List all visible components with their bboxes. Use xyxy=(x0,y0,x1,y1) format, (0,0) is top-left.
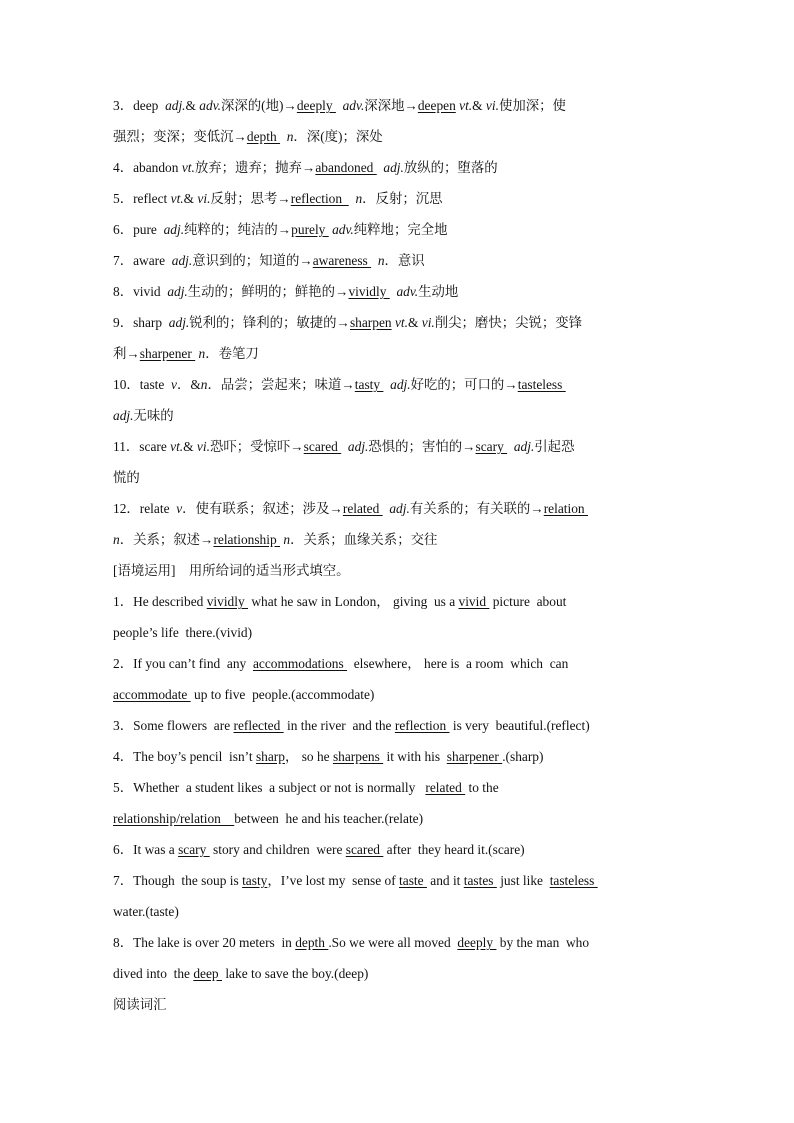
text-segment: & xyxy=(407,315,422,330)
part-of-speech: adj. xyxy=(163,222,185,237)
text-segment: 6．It was a xyxy=(113,842,179,857)
text-line xyxy=(113,431,693,462)
part-of-speech: adj. xyxy=(168,315,190,330)
part-of-speech: adj. xyxy=(390,377,411,392)
text-segment: just like xyxy=(496,873,550,888)
answer-blank: tasteless xyxy=(517,377,566,392)
text-segment: 7．Though the soup is xyxy=(113,873,243,888)
text-segment: ．使有联系；叙述；涉及→ xyxy=(182,501,343,516)
text-segment: 生动地 xyxy=(418,284,459,299)
part-of-speech: adv. xyxy=(199,98,221,113)
text-line xyxy=(113,834,693,865)
answer-blank: related xyxy=(342,501,383,516)
answer-blank: sharpener xyxy=(139,346,196,361)
text-line xyxy=(113,927,693,958)
text-line xyxy=(113,121,693,152)
part-of-speech: vi. xyxy=(196,439,210,454)
text-segment: 无味的 xyxy=(133,408,174,423)
text-line xyxy=(113,524,693,555)
part-of-speech: adv. xyxy=(396,284,419,299)
text-segment: 3．deep xyxy=(113,98,166,113)
text-segment: ．关系；叙述→ xyxy=(119,532,214,547)
answer-blank: tastes xyxy=(463,873,497,888)
text-segment: is very beautiful.(reflect) xyxy=(449,718,590,733)
text-line xyxy=(113,183,693,214)
answer-blank: vividly xyxy=(348,284,390,299)
text-segment: 纯粹的；纯洁的→ xyxy=(184,222,292,237)
part-of-speech: n xyxy=(200,377,208,392)
text-segment: story and children were xyxy=(209,842,346,857)
text-segment: ．卷笔刀 xyxy=(205,346,259,361)
answer-blank: scared xyxy=(345,842,384,857)
text-segment: ，I’ve lost my sense of xyxy=(267,873,400,888)
text-segment: 利→ xyxy=(113,346,140,361)
text-line xyxy=(113,989,693,1020)
answer-blank: awareness xyxy=(312,253,372,268)
part-of-speech: vt. xyxy=(170,191,184,206)
text-segment: 好吃的；可口的→ xyxy=(410,377,518,392)
answer-blank: tasteless xyxy=(549,873,598,888)
answer-blank: vivid xyxy=(458,594,490,609)
answer-blank: depth xyxy=(246,129,281,144)
text-segment: to the xyxy=(465,780,499,795)
text-line xyxy=(113,462,693,493)
text-segment: 锐利的；锋利的；敏捷的→ xyxy=(189,315,350,330)
answer-blank: reflection xyxy=(394,718,450,733)
text-segment: & xyxy=(472,98,486,113)
answer-blank: abandoned xyxy=(315,160,377,175)
text-line xyxy=(113,493,693,524)
text-line xyxy=(113,369,693,400)
answer-blank: taste xyxy=(399,873,427,888)
text-segment: .(sharp) xyxy=(502,749,544,764)
part-of-speech: adj. xyxy=(113,408,134,423)
answer-blank: deeply xyxy=(457,935,497,950)
text-segment: 有关系的；有关联的→ xyxy=(409,501,544,516)
text-segment xyxy=(371,253,378,268)
text-segment: 深深地→ xyxy=(364,98,418,113)
text-line xyxy=(113,772,693,803)
text-segment: 8．The lake is over 20 meters in xyxy=(113,935,296,950)
text-segment: 4．abandon xyxy=(113,160,182,175)
document-page xyxy=(113,90,693,1020)
part-of-speech: vt. xyxy=(170,439,184,454)
text-segment: 恐吓；受惊吓→ xyxy=(209,439,304,454)
answer-blank: relationship xyxy=(213,532,281,547)
text-line xyxy=(113,152,693,183)
text-segment: 强烈；变深；变低沉→ xyxy=(113,129,247,144)
text-segment: 削尖；磨快；尖锐；变锋 xyxy=(434,315,583,330)
text-segment: 4．The boy’s pencil isn’t xyxy=(113,749,256,764)
answer-blank: reflected xyxy=(233,718,284,733)
text-segment: between he and his teacher.(relate) xyxy=(234,811,424,826)
part-of-speech: vi. xyxy=(421,315,435,330)
text-segment: picture about xyxy=(489,594,567,609)
text-line xyxy=(113,586,693,617)
text-segment: 反射；思考→ xyxy=(210,191,291,206)
part-of-speech: vt. xyxy=(394,315,408,330)
text-segment: 慌的 xyxy=(113,470,140,485)
text-segment: what he saw in London， giving us a xyxy=(248,594,459,609)
part-of-speech: n xyxy=(377,253,385,268)
text-segment: [语境运用] 用所给词的适当形式填空。 xyxy=(113,563,350,578)
text-segment: 恐惧的；害怕的→ xyxy=(368,439,476,454)
answer-blank: sharpens xyxy=(332,749,384,764)
text-segment xyxy=(280,129,287,144)
text-segment: 5．reflect xyxy=(113,191,171,206)
part-of-speech: vi. xyxy=(485,98,499,113)
text-segment: up to five people.(accommodate) xyxy=(190,687,375,702)
answer-blank: tasty xyxy=(242,873,268,888)
answer-blank: accommodate xyxy=(113,687,191,702)
text-segment: 8．vivid xyxy=(113,284,168,299)
answer-blank: scary xyxy=(178,842,210,857)
text-segment: 5．Whether a student likes a subject or not is normally xyxy=(113,780,426,795)
part-of-speech: n xyxy=(355,191,363,206)
text-line xyxy=(113,896,693,927)
part-of-speech: n xyxy=(286,129,294,144)
answer-blank: sharp xyxy=(255,749,285,764)
answer-blank: relation xyxy=(543,501,588,516)
text-segment: & xyxy=(183,191,198,206)
answer-blank: related xyxy=(425,780,466,795)
answer-blank: accommodations xyxy=(252,656,348,671)
text-segment: ．意识 xyxy=(384,253,425,268)
answer-blank: deepen xyxy=(417,98,456,113)
text-line xyxy=(113,400,693,431)
part-of-speech: vi. xyxy=(197,191,211,206)
text-segment: 生动的；鲜明的；鲜艳的→ xyxy=(187,284,349,299)
text-segment: ．& xyxy=(176,377,201,392)
text-line xyxy=(113,214,693,245)
text-segment xyxy=(341,439,348,454)
text-line xyxy=(113,555,693,586)
text-segment: in the river and the xyxy=(283,718,395,733)
text-line xyxy=(113,803,693,834)
answer-blank: sharpener xyxy=(446,749,503,764)
text-segment: 放弃；遗弃；抛弃→ xyxy=(194,160,316,175)
answer-blank: vividly xyxy=(206,594,248,609)
text-segment: 纯粹地；完全地 xyxy=(353,222,448,237)
text-segment: and it xyxy=(426,873,464,888)
answer-blank: purely xyxy=(291,222,329,237)
text-segment: after they heard it.(scare) xyxy=(383,842,525,857)
text-segment: 12．relate xyxy=(113,501,177,516)
answer-blank: relationship/relation xyxy=(113,811,235,826)
text-segment: 深深的(地)→ xyxy=(220,98,297,113)
text-segment xyxy=(507,439,514,454)
text-line xyxy=(113,307,693,338)
text-line xyxy=(113,958,693,989)
answer-blank: depth xyxy=(295,935,329,950)
answer-blank: deeply xyxy=(296,98,336,113)
text-segment: dived into the xyxy=(113,966,194,981)
text-segment: 9．sharp xyxy=(113,315,169,330)
text-segment: & xyxy=(185,98,200,113)
text-segment: ．品尝；尝起来；味道→ xyxy=(207,377,355,392)
text-line xyxy=(113,710,693,741)
text-segment: people’s life there.(vivid) xyxy=(113,625,253,640)
text-segment: lake to save the boy.(deep) xyxy=(221,966,369,981)
part-of-speech: vt. xyxy=(459,98,473,113)
text-line xyxy=(113,741,693,772)
part-of-speech: n xyxy=(198,346,206,361)
part-of-speech: adj. xyxy=(389,501,410,516)
part-of-speech: adj. xyxy=(171,253,193,268)
answer-blank: scared xyxy=(303,439,342,454)
part-of-speech: adv. xyxy=(332,222,354,237)
answer-blank: scary xyxy=(475,439,508,454)
part-of-speech: adj. xyxy=(347,439,369,454)
text-line xyxy=(113,90,693,121)
text-segment: ．深(度)；深处 xyxy=(293,129,383,144)
text-line xyxy=(113,276,693,307)
part-of-speech: adv. xyxy=(342,98,365,113)
text-line xyxy=(113,865,693,896)
text-segment: 7．aware xyxy=(113,253,172,268)
text-segment xyxy=(336,98,343,113)
text-segment: by the man who xyxy=(496,935,590,950)
part-of-speech: adj. xyxy=(383,160,404,175)
text-line xyxy=(113,338,693,369)
answer-blank: deep xyxy=(193,966,222,981)
text-segment: & xyxy=(183,439,197,454)
text-segment: .So we were all moved xyxy=(328,935,458,950)
part-of-speech: vt. xyxy=(181,160,195,175)
text-segment: 1．He described xyxy=(113,594,207,609)
text-segment: 2．If you can’t find any xyxy=(113,656,253,671)
text-segment: 放纵的；堕落的 xyxy=(403,160,498,175)
answer-blank: reflection xyxy=(290,191,349,206)
text-segment: 11．scare xyxy=(113,439,171,454)
text-line xyxy=(113,679,693,710)
text-segment: elsewhere， here is a room which can xyxy=(347,656,569,671)
part-of-speech: adj. xyxy=(165,98,186,113)
answer-blank: tasty xyxy=(354,377,384,392)
text-line xyxy=(113,617,693,648)
text-line xyxy=(113,648,693,679)
text-segment: 3．Some flowers are xyxy=(113,718,234,733)
text-segment: ， so he xyxy=(284,749,333,764)
text-segment: 阅读词汇 xyxy=(113,997,167,1012)
part-of-speech: v xyxy=(171,377,177,392)
part-of-speech: adj. xyxy=(513,439,535,454)
text-segment: ．关系；血缘关系；交往 xyxy=(290,532,438,547)
text-segment: 6．pure xyxy=(113,222,164,237)
part-of-speech: v xyxy=(176,501,183,516)
part-of-speech: n xyxy=(113,532,120,547)
text-segment: water.(taste) xyxy=(113,904,179,919)
part-of-speech: n xyxy=(283,532,291,547)
text-segment: 使加深；使 xyxy=(498,98,566,113)
text-segment: 10．taste xyxy=(113,377,172,392)
text-line xyxy=(113,245,693,276)
text-segment: it with his xyxy=(383,749,447,764)
text-segment: 意识到的；知道的→ xyxy=(192,253,313,268)
text-segment: ．反射；沉思 xyxy=(362,191,443,206)
part-of-speech: adj. xyxy=(167,284,188,299)
text-segment: 引起恐 xyxy=(534,439,575,454)
answer-blank: sharpen xyxy=(349,315,392,330)
